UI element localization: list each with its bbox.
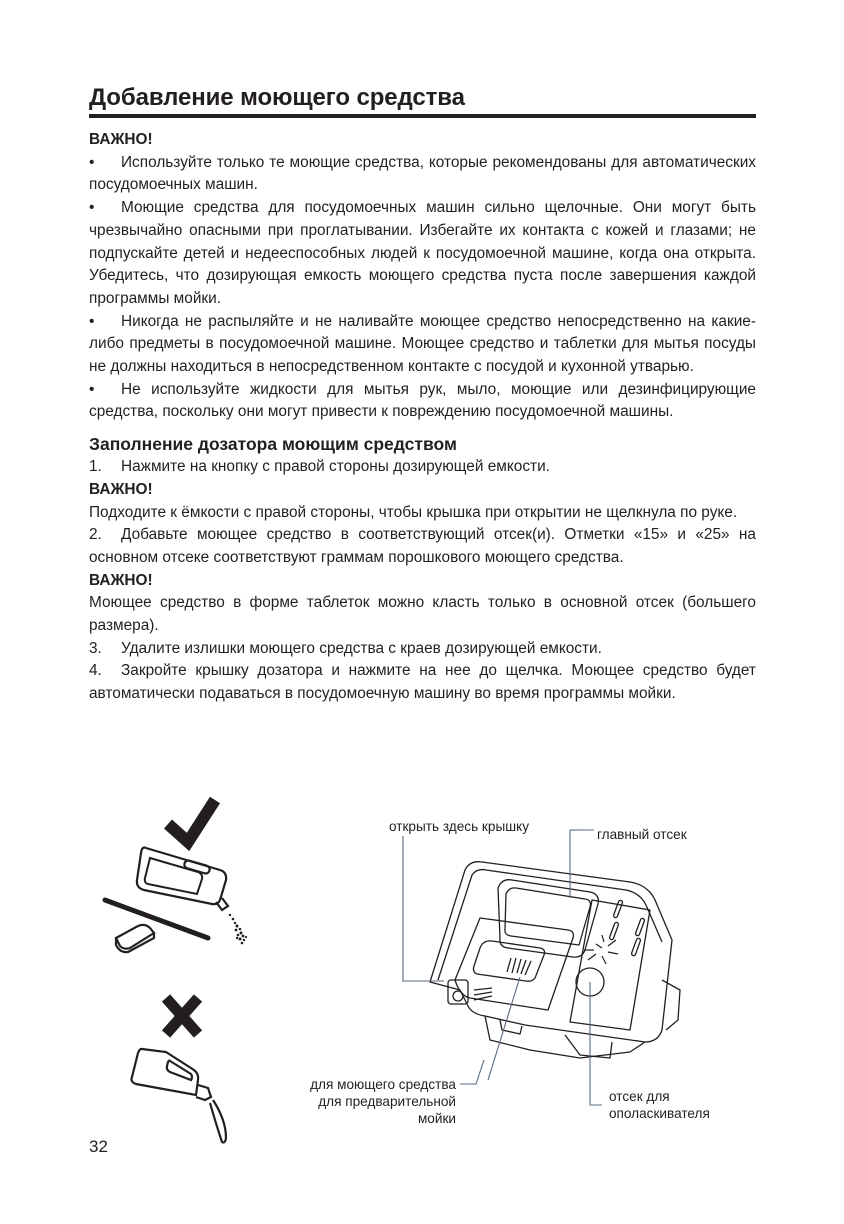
warnings-section: [89, 129, 756, 706]
important-heading: ВАЖНО!: [89, 480, 153, 498]
warning-bullet-2: • Моющие средства для посудомоечных машин сильно щелочные. Они могут быть чрезвычайно опасными при проглатывании. Избегайте их контакта с кожей и глазами; не подпускайте детей и недееспособных людей к посудомоечной машине, когда она открыта. Убедитесь, что дозирующая емкость моющего средства пуста после завершения каждой программы мойки.: [89, 199, 756, 307]
label-prewash-compartment: для моющего средства для предварительной мойки: [310, 1077, 456, 1126]
liquid-bottle-icon: [132, 1049, 227, 1143]
bullet-glyph: •: [89, 199, 95, 217]
warning-bullet-1: • Используйте только те моющие средства, которые рекомендованы для автоматических посудомоечных машин.: [89, 153, 756, 194]
step-4: 4. Закройте крышку дозатора и нажмите на нее до щелчка. Моющее средство будет автоматически подаваться в посудомоечную машину во время программы мойки.: [89, 662, 756, 703]
label-open-lid: открыть здесь крышку: [389, 819, 530, 834]
leader-line-prewash: [458, 1060, 488, 1090]
leader-lines: [403, 830, 602, 1105]
page-title: Добавление моющего средства: [89, 84, 465, 111]
page-number: 32: [89, 1137, 108, 1156]
detergent-bottle-icon: [137, 848, 228, 910]
bullet-glyph: •: [89, 153, 95, 171]
cross-icon: [166, 998, 198, 1034]
wrong-usage-illustration: [80, 960, 280, 1150]
step-3: 3. Удалите излишки моющего средства с краев дозирующей емкости.: [89, 639, 602, 657]
dishwasher-tablet-icon: [116, 925, 154, 952]
correct-usage-illustration: [80, 790, 280, 960]
bullet-glyph: •: [89, 312, 95, 330]
separator-stroke: [105, 900, 208, 938]
label-main-compartment: главный отсек: [597, 827, 687, 842]
label-rinse-aid-compartment: отсек для ополаскивателя: [609, 1089, 710, 1121]
step-2: 2. Добавьте моющее средство в соответствующий отсек(и). Отметки «15» и «25» на основном отсеке соответствуют граммам порошкового моющего средства.: [89, 526, 756, 566]
detergent-dispenser-diagram: [380, 830, 710, 1080]
bullet-glyph: •: [89, 380, 95, 398]
step-1: 1. Нажмите на кнопку с правой стороны дозирующей емкости.: [89, 458, 550, 476]
powder-granules-icon: [229, 914, 247, 945]
important-note-1: Подходите к ёмкости с правой стороны, чтобы крышка при открытии не щелкнула по руке.: [89, 503, 738, 521]
warning-bullet-4: • Не используйте жидкости для мытья рук, мыло, моющие или дезинфицирующие средства, поскольку они могут привести к повреждению посудомоечной машины.: [89, 380, 756, 421]
important-heading: ВАЖНО!: [89, 571, 153, 589]
important-note-2: Моющее средство в форме таблеток можно класть только в основной отсек (большего размера).: [89, 594, 756, 635]
important-heading: ВАЖНО!: [89, 131, 153, 148]
leader-line-main: [570, 828, 600, 834]
checkmark-icon: [168, 800, 215, 842]
warning-bullet-3: • Никогда не распыляйте и не наливайте моющее средство непосредственно на какие-либо предметы в посудомоечной машине. Моющее средство и таблетки для мытья посуды не должны находиться в непосредственном контакте с посудой и кухонной утварью.: [89, 312, 756, 376]
title-divider: [89, 114, 756, 118]
section-heading-filling: Заполнение дозатора моющим средством: [89, 434, 457, 455]
